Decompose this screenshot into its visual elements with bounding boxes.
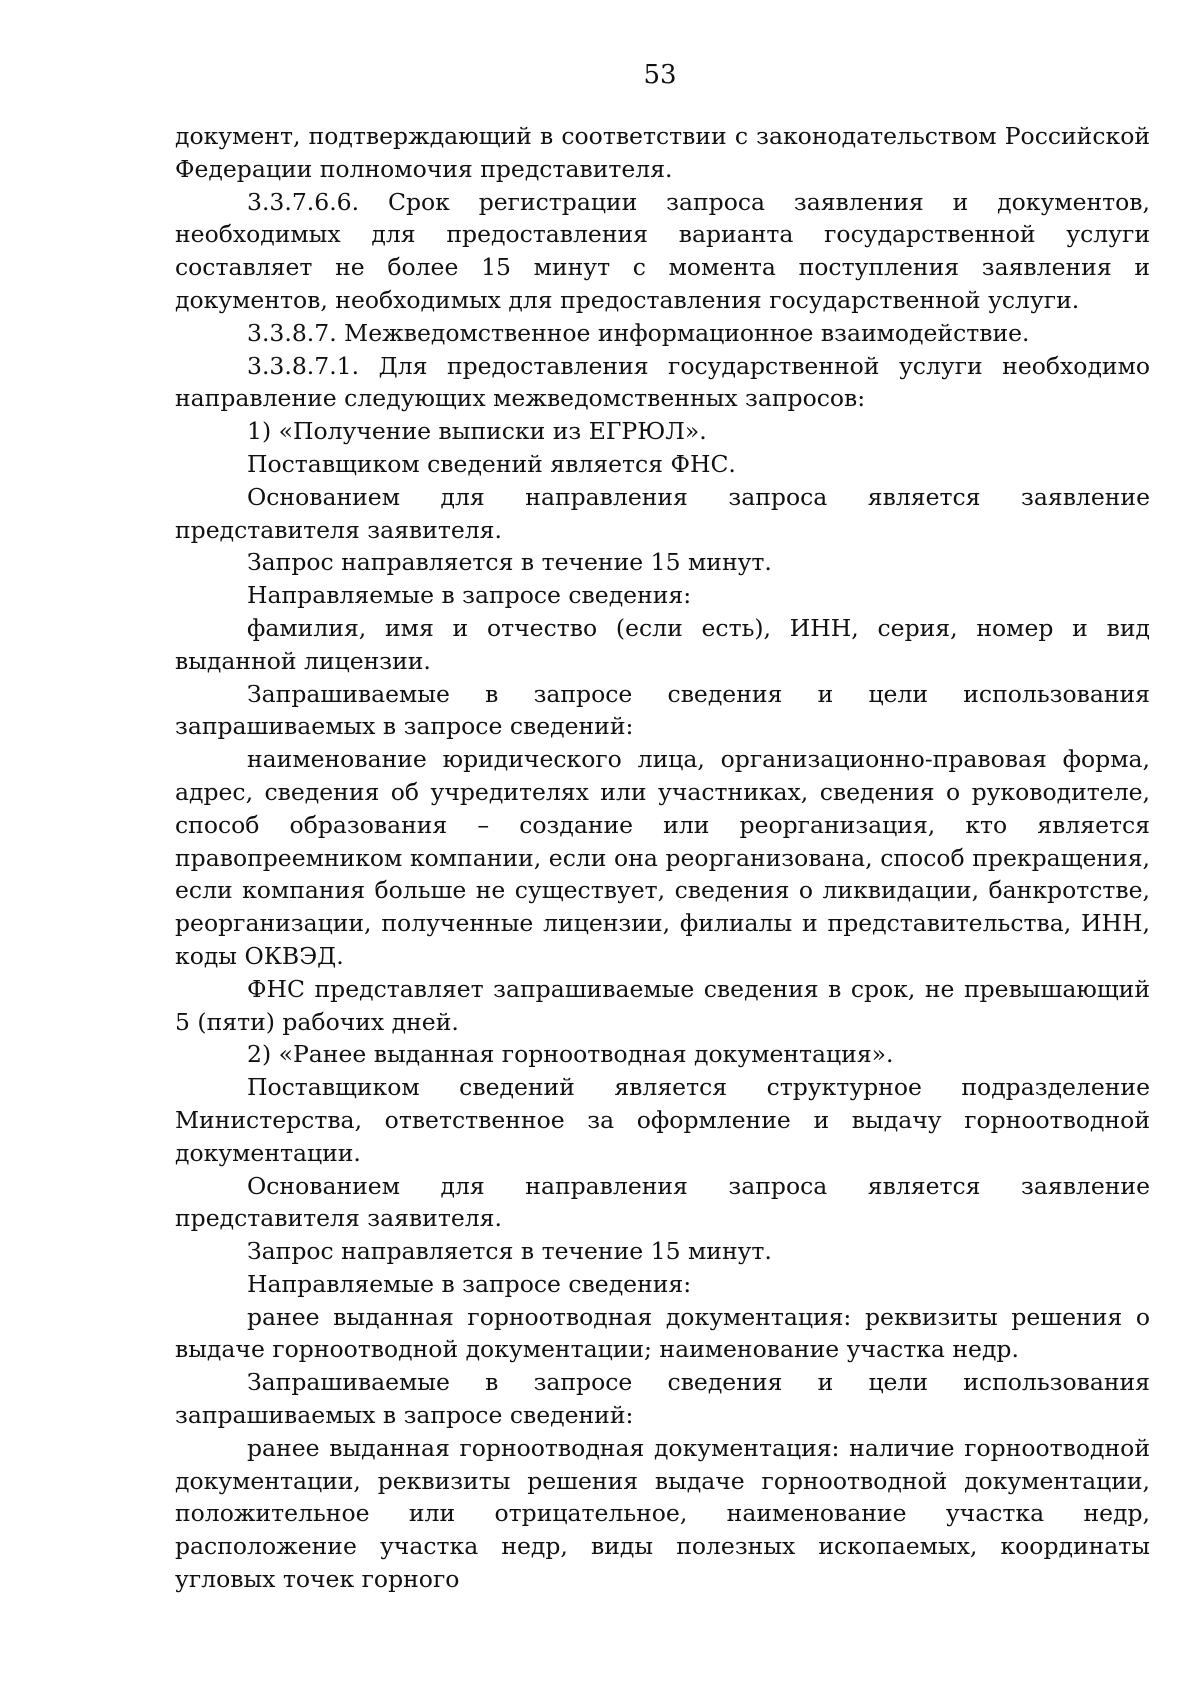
paragraph: Поставщиком сведений является структурное подразделение Министерства, ответственное за оформление и выдачу горноотводной документации. — [175, 1073, 1150, 1167]
paragraph: Направляемые в запросе сведения: — [247, 1269, 692, 1298]
paragraph: фамилия, имя и отчество (если есть), ИНН, серия, номер и вид выданной лицензии. — [175, 613, 1150, 675]
paragraph: 3.3.8.7. Межведомственное информационное взаимодействие. — [247, 318, 1030, 347]
paragraph: Основанием для направления запроса является заявление представителя заявителя. — [175, 1171, 1150, 1233]
paragraph: 3.3.8.7.1. Для предоставления государственной услуги необходимо направление следующих межведомственных запросов: — [175, 351, 1150, 413]
paragraph: Запрашиваемые в запросе сведения и цели использования запрашиваемых в запросе сведений: — [175, 1368, 1150, 1430]
paragraph: 3.3.7.6.6. Срок регистрации запроса заявления и документов, необходимых для предоставления варианта государственной услуги составляет не более 15 минут с момента поступления заявления и документов, необходимых для предоставления государственной услуги. — [175, 187, 1150, 314]
paragraph: Направляемые в запросе сведения: — [247, 581, 692, 610]
paragraph: Основанием для направления запроса является заявление представителя заявителя. — [175, 482, 1150, 544]
paragraph: 2) «Ранее выданная горноотводная документация». — [247, 1040, 894, 1069]
paragraph: Запрос направляется в течение 15 минут. — [247, 1237, 772, 1266]
paragraph: Запрашиваемые в запросе сведения и цели использования запрашиваемых в запросе сведений: — [175, 679, 1150, 741]
paragraph: Запрос направляется в течение 15 минут. — [247, 548, 772, 577]
paragraph: ФНС представляет запрашиваемые сведения в срок, не превышающий 5 (пяти) рабочих дней. — [175, 974, 1150, 1036]
paragraph: Поставщиком сведений является ФНС. — [247, 449, 736, 478]
document-body — [175, 120, 1150, 1596]
page-number: 53 — [643, 60, 677, 90]
paragraph: ранее выданная горноотводная документация: реквизиты решения о выдаче горноотводной документации; наименование участка недр. — [175, 1302, 1150, 1364]
paragraph: ранее выданная горноотводная документация: наличие горноотводной документации, реквизиты решения выдаче горноотводной документации, положительное или отрицательное, наименование участка недр, расположение участка недр, виды полезных ископаемых, координаты угловых точек горного — [175, 1433, 1150, 1594]
paragraph: наименование юридического лица, организационно-правовая форма, адрес, сведения об учредителях или участниках, сведения о руководителе, способ образования – создание или реорганизация, кто является правопреемником компании, если она реорганизована, способ прекращения, если компания больше не существует, сведения о ликвидации, банкротстве, реорганизации, полученные лицензии, филиалы и представительства, ИНН, коды ОКВЭД. — [175, 745, 1150, 970]
paragraph: документ, подтверждающий в соответствии с законодательством Российской Федерации полномочия представителя. — [175, 122, 1150, 183]
paragraph: 1) «Получение выписки из ЕГРЮЛ». — [247, 417, 707, 446]
